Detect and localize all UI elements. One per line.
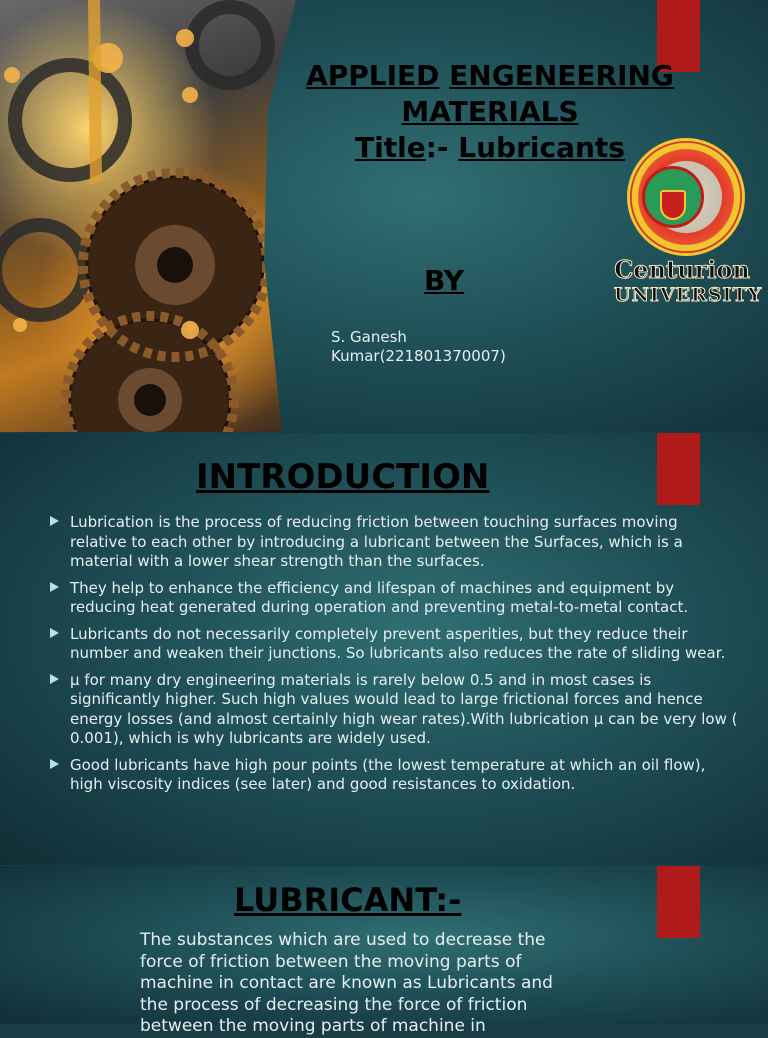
slide-title: LUBRICANT:- [234, 881, 462, 919]
title-label: Title [355, 131, 426, 164]
hero-image [0, 0, 296, 432]
slide-body-text: The substances which are used to decrease the force of friction between the moving parts of machine in contact are known as Lubricants and the process of decreasing the force of friction between the moving parts of machine in [140, 930, 553, 1036]
red-accent-bar [657, 433, 700, 505]
logo-subname: UNIVERSITY [614, 284, 763, 306]
red-accent-bar [657, 866, 700, 938]
university-logo [614, 138, 763, 310]
author-name: S. Ganesh Kumar(221801370007) [331, 328, 506, 365]
by-heading: BY [424, 264, 465, 297]
bullet-item: Lubricants do not necessarily completely prevent asperities, but they reduce their number and weaken their junctions. So lubricants also reduces the rate of sliding wear. [48, 625, 738, 664]
title-word: ENGENEERING [449, 59, 674, 92]
title-separator: :- [425, 131, 449, 164]
bullet-arrow-icon [50, 516, 59, 526]
bullet-arrow-icon [50, 674, 59, 684]
bullet-item: They help to enhance the efficiency and lifespan of machines and equipment by reducing heat generated during operation and preventing metal-to-metal contact. [48, 579, 738, 618]
bullet-arrow-icon [50, 759, 59, 769]
lubricant-slide [0, 866, 768, 1036]
bullet-item: Lubrication is the process of reducing friction between touching surfaces moving relative to each other by introducing a lubricant between the Surfaces, which is a material with a lower shear strength than the surfaces. [48, 513, 738, 572]
bullet-item: µ for many dry engineering materials is rarely below 0.5 and in most cases is significantly higher. Such high values would lead to large frictional forces and hence energy losses (and almost certainly high wear rates).With lubrication µ can be very low ( 0.001), which is why lubricants are widely used. [48, 671, 738, 749]
title-topic: Lubricants [458, 131, 625, 164]
bullet-arrow-icon [50, 582, 59, 592]
bullet-arrow-icon [50, 628, 59, 638]
title-word: MATERIALS [401, 95, 579, 128]
bullet-item: Good lubricants have high pour points (the lowest temperature at which an oil flow), high viscosity indices (see later) and good resistances to oxidation. [48, 756, 738, 795]
slide-title: INTRODUCTION [196, 457, 490, 497]
title-slide [0, 0, 768, 432]
bullet-list [48, 513, 738, 802]
title-word: APPLIED [306, 59, 440, 92]
logo-name: Centurion [614, 255, 750, 284]
introduction-slide [0, 433, 768, 865]
